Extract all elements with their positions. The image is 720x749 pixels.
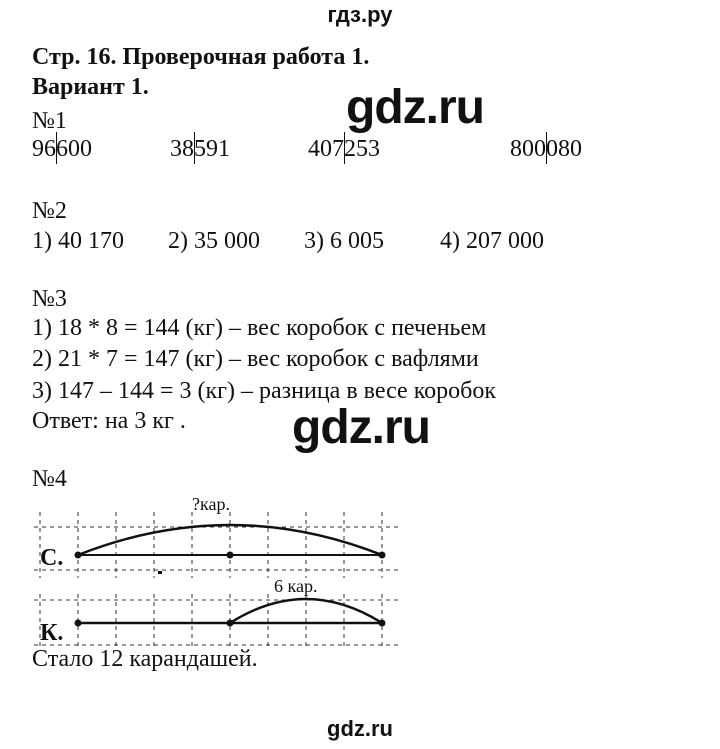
- task4-conclusion: Стало 12 карандашей.: [32, 646, 258, 672]
- task2-label: №2: [32, 198, 67, 224]
- watermark: gdz.ru: [292, 401, 430, 454]
- task2-answer: 2) 35 000: [168, 228, 260, 254]
- row1-label: С.: [40, 545, 64, 571]
- task3-label: №3: [32, 286, 67, 312]
- number-left-part: 38: [170, 136, 194, 162]
- segment-row-1: [75, 525, 386, 574]
- row2-arc-label: 6 кар.: [274, 576, 318, 596]
- number-left-part: 96: [32, 136, 56, 162]
- task3-line: 1) 18 * 8 = 144 (кг) – вес коробок с печеньем: [32, 315, 487, 341]
- watermark: gdz.ru: [346, 81, 484, 134]
- number-right-part: 591: [194, 136, 230, 162]
- number-left-part: 407: [308, 136, 344, 162]
- task4-label: №4: [32, 466, 67, 492]
- number-right-part: 600: [56, 136, 92, 162]
- task3-line: 3) 147 – 144 = 3 (кг) – разница в весе коробок: [32, 378, 497, 404]
- task3-answer: Ответ: на 3 кг .: [32, 408, 186, 434]
- page-title: Стр. 16. Проверочная работа 1.: [32, 44, 370, 70]
- number-right-part: 080: [546, 136, 582, 162]
- site-header-logo: гдз.ру: [327, 2, 393, 27]
- grid-lines: [34, 512, 402, 650]
- number-left-part: 800: [510, 136, 546, 162]
- site-footer-logo: gdz.ru: [327, 716, 393, 741]
- task2-answer: 1) 40 170: [32, 228, 124, 254]
- row1-arc-label: ?кар.: [192, 494, 230, 514]
- task2-answer: 4) 207 000: [440, 228, 544, 254]
- number-right-part: 253: [344, 136, 380, 162]
- row2-label: К.: [40, 620, 64, 646]
- task2-answer: 3) 6 005: [304, 228, 384, 254]
- task1-label: №1: [32, 108, 67, 134]
- task3-line: 2) 21 * 7 = 147 (кг) – вес коробок с вафлями: [32, 346, 479, 372]
- variant-title: Вариант 1.: [32, 74, 149, 100]
